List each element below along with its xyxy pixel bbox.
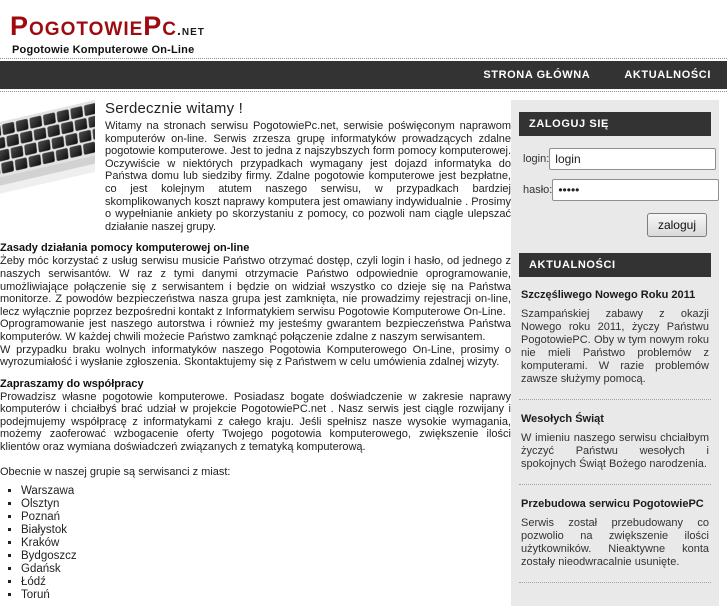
cities-intro: Obecnie w naszej grupie są serwisanci z miast: <box>0 465 231 478</box>
rules-paragraph-1: Żeby móc korzystać z usług serwisu musicie Państwo otrzymać dostęp, czyli login i hasło, od jednego z naszych serwisantów. W raz z tymi danymi otrzymacie Państwo odpowiednie oprogramowanie, umożliwiające połączenie się z serwisantem i będzie on widział wszystko co dzieje się na Państwa monitorze. Z powodów bezpieczeństwa nasza grupa jest zamknięta, nie prowadzimy rejestracji on-line, lecz wyłącznie poprzez bezpośredni kontakt z Informatykiem serwisu Pogotowie Komputerowe On-Line. <box>0 255 511 318</box>
site-logo[interactable] <box>10 11 727 46</box>
content-column <box>0 100 511 602</box>
divider-top <box>0 58 727 59</box>
welcome-title: Serdecznie witamy ! <box>105 100 244 117</box>
news-item-title: Szczęśliwego Nowego Roku 2011 <box>521 289 696 301</box>
welcome-section <box>105 100 511 233</box>
news-separator <box>519 399 711 400</box>
city-list-item: ▪ Bydgoszcz <box>21 550 511 563</box>
city-list-item: ▪ Łódź <box>21 576 511 589</box>
login-button-row <box>523 213 707 237</box>
news-item-title: Przebudowa serwicu PogotowiePC <box>521 498 704 510</box>
nav-item-news[interactable]: AKTUALNOŚCI <box>624 69 711 81</box>
password-row <box>523 179 707 201</box>
news-item-text: Szampańskiej zabawy z okazji Nowego roku 2011, życzy Państwu PogotowiePC. Oby w tym nowym roku nie mieli Państwo problemów z komputerami. W razie problemów zawsze służymy pomocą. <box>521 308 709 385</box>
news-box-header: AKTUALNOŚCI <box>519 253 711 277</box>
cooperation-text: Prowadzisz własne pogotowie komputerowe. Posiadasz bogate doświadczenie w zakresie naprawy komputerów i chciałbyś brać udział w projekcie PogotowiePC.net . Nasz serwis jest ciągle rozwijany i podejmujemy współpracę z informatykami z całego kraju. Jeśli spełnisz nasze wysokie wymagania, możemy zaoferować wzbogacenie oferty Twojego pogotowia komputerowego, zwiększenie ilości klientów oraz wymiana doświadczeń związanych z tematyką komputerową. <box>0 390 511 454</box>
logo-suffix: .net <box>177 22 205 38</box>
logo-text: PogotowiePc <box>10 11 178 41</box>
login-row <box>523 148 707 170</box>
keyboard-image <box>0 100 95 195</box>
city-list-item: ▪ Poznań <box>21 511 511 524</box>
city-list-item: ▪ Toruń <box>21 589 511 602</box>
rules-paragraph-3: W przypadku braku wolnych informatyków naszego Pogotowia Komputerowego On-Line, prosimy o wyrozumiałość i wysłanie zgłoszenia. Skontaktujemy się z Państwem w celu umówienia zdalnej wizyty. <box>0 343 511 369</box>
login-box-header: ZALOGUJ SIĘ <box>519 112 711 136</box>
news-separator <box>519 582 711 583</box>
news-item <box>519 289 711 386</box>
main-navbar <box>0 61 727 89</box>
sidebar <box>511 100 719 606</box>
city-list-item: ▪ Warszawa <box>21 485 511 498</box>
city-list-item: ▪ Białystok <box>21 524 511 537</box>
site-tagline: Pogotowie Komputerowe On-Line <box>12 44 195 56</box>
news-item <box>519 413 711 471</box>
rules-title: Zasady działania pomocy komputerowej on-line <box>0 242 250 255</box>
city-list <box>6 485 511 602</box>
news-item-text: W imieniu naszego serwisu chciałbym życzyć Państwu wesołych i spokojnych Świąt Bożego narodzenia. <box>521 432 709 470</box>
rules-paragraph-2: Oprogramowanie jest naszego autorstwa i również my jesteśmy gwarantem bezpieczeństwa Państwa komputerów. W każdej chwili możecie Państwo zamknąć połączenie zdalne z naszym serwisantem. <box>0 318 511 343</box>
welcome-text: Witamy na stronach serwisu PogotowiePc.net, serwisie poświęconym naprawom komputerów on-line. Serwis zrzesza grupę informatyków prowadzących zdalne pogotowie komputerowe. Jest to jedna z najszybszych form pomocy komputerowej. Oczywiście w niektórych przypadkach wymagany jest dojazd informatyka do Państwa domu lub siedziby firmy. Zdalne pogotowie komputerowe jest bezpłatne, co jest kolejnym atutem naszego serwisu, w przypadkach bardziej skomplikowanych koszt naprawy komputera jest omawiany indywidualnie . Prosimy o wypełnianie ankiety po skorzystaniu z pomocy, co pozwoli nam ciągle ulepszać działanie naszej grupy. <box>105 120 511 233</box>
password-label: hasło: <box>523 184 553 196</box>
login-button[interactable]: zaloguj <box>647 213 707 237</box>
password-input[interactable] <box>552 179 719 201</box>
news-separator <box>519 484 711 485</box>
news-item-title: Wesołych Świąt <box>521 413 604 425</box>
site-header <box>0 0 727 58</box>
news-item <box>519 498 711 569</box>
news-item-text: Serwis został przebudowany co pozwolio na zwiększenie ilości użytkowników. Nieaktywne konta zostały nieodwracalnie usunięte. <box>521 517 709 568</box>
login-label: login: <box>523 153 550 165</box>
cooperation-title: Zapraszamy do współpracy <box>0 377 144 390</box>
login-input[interactable] <box>549 148 716 170</box>
city-list-item: ▪ Kraków <box>21 537 511 550</box>
nav-item-home[interactable]: STRONA GŁÓWNA <box>483 69 591 81</box>
city-list-item: ▪ Gdańsk <box>21 563 511 576</box>
city-list-item: ▪ Olsztyn <box>21 498 511 511</box>
main-area <box>0 92 727 606</box>
